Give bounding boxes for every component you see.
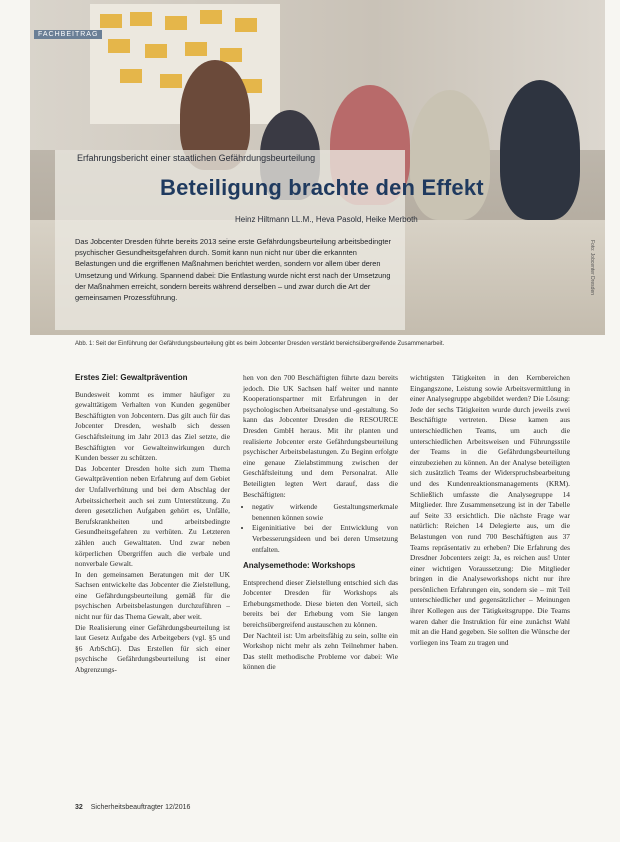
publication-name: Sicherheitsbeauftragter 12/2016 bbox=[90, 804, 191, 811]
paragraph: Die Realisierung einer Gefährdungsbeurteilung ist laut Gesetz Aufgabe des Arbeitgebers (vgl. §5 und §6 ArbSchG). Das Erstellen für sich einer psychische Gefährdungsbeurteilung ist einer Abgrenzungs- bbox=[75, 622, 230, 675]
paragraph: Entsprechend dieser Zielstellung entschied sich das Jobcenter Dresden für Workshops als Erhebungsmethode. Diese bieten den Vorteil, sich bereits bei der Erhebung vom Sie langen bereichsübergreifend austauschen zu können. bbox=[243, 577, 398, 630]
section-heading: Analysemethode: Workshops bbox=[243, 561, 356, 571]
section-heading: Erstes Ziel: Gewaltprävention bbox=[75, 373, 188, 382]
photo-credit: Foto: Jobcenter Dresden bbox=[589, 240, 595, 296]
paragraph: hen von den 700 Beschäftigten führte dazu bereits jedoch. Die UK Sachsen half weiter und nannte Kooperationspartner mit Erfahrungen in der psychologischen Arbeitsanalyse und -gestaltung. So kann das Jobcenter Dresden die RESOURCE Dresden GmbH heraus. Mit ihr planten und realisierte Jobcenter erste Gefährdungsbeurteilung psychischer Arbeitsbelastungen. Zu Beginn erfolgte eine genaue Zielabstimmung zwischen der Geschäftsleitung und dem Personalrat. Alle Beteiligten legten Wert darauf, dass die Beschäftigten: bbox=[243, 373, 398, 499]
paragraph: Bundesweit kommt es immer häufiger zu gewalttätigem Verhalten von Kunden gegenüber Beschäftigten von Jobcentern. Das gilt auch für das Jobcenter Dresden, weshalb sich dessen Geschäftsleitung im Jahr 2013 das Ziel setzte, die Beschäftigten vor Gewalteinwirkungen durch Kunden besser zu schützen. bbox=[75, 389, 230, 463]
column-1 bbox=[75, 373, 230, 676]
bullet-list bbox=[243, 502, 398, 555]
page-footer bbox=[75, 804, 190, 811]
article-lead: Das Jobcenter Dresden führte bereits 2013 seine erste Gefährdungsbeurteilung arbeitsbedingter psychischer Gesundheitsgefahren durch. Somit kann nun nicht nur über die erkannten Belastungen und die ergriffenen Maßnahmen berichtet werden, sondern vor allem über deren Umsetzung und Wirkung. Spannend dabei: Die Entlastung wurde nicht erst nach der Umsetzung der Maßnahmen erreicht, sondern bereits während derselben – und zwar durch die Art der gemeinsamen Prozessführung. bbox=[75, 237, 391, 303]
paragraph: In den gemeinsamen Beratungen mit der UK Sachsen entwickelte das Jobcenter die Zielstellung, eine Gefährdungsbeurteilung gemäß für die psychischen Arbeitsbelastungen durchzuführen – nicht nur für das Thema Gewalt, aber weit. bbox=[75, 569, 230, 622]
article-authors: Heinz Hiltmann LL.M., Heva Pasold, Heike Merboth bbox=[235, 215, 418, 224]
paragraph: Das Jobcenter Dresden holte sich zum Thema Gewaltprävention neben Erfahrung auf dem Gebiet der Unfallverhütung und bei dem Abschlag der Arbeitssicherheit auch sei zum Unterstützung. Zu deren gesetzlichen Aufgaben gehört es, Unfälle, Berufskrankheiten und arbeitsbedingte Gesundheitsgefahren zu verhüten. Zu Letzteren zählen auch Gewalttaten. Und zwar neben körperlichen Übergriffen auch die verbale und nonverbale Gewalt. bbox=[75, 463, 230, 569]
list-item: • negativ wirkende Gestaltungsmerkmale benennen können sowie bbox=[252, 502, 398, 523]
list-item: • Eigeninitiative bei der Entwicklung von Verbesserungsideen und bei deren Umsetzung entfalten. bbox=[252, 523, 398, 555]
paragraph: wichtigsten Tätigkeiten in den Kernbereichen Eingangszone, Leistung sowie Arbeitsvermittlung in einer Analysegruppe abgebildet werden? Die Lösung: Jede der sechs Tätigkeiten wurde durch jeweils zwei Beschäftigte vertreten. Diese kamen aus unterschiedlichen Teams, um auch die unterschiedlichen Arbeitsweisen und Führungsstile der Teams in die Gefährdungsbeurteilung einzubeziehen zu können. An der Analyse beteiligten sich zusätzlich Teams der Widerspruchsbearbeitung und des Kundenreaktionsmanagements (KRM). Schließlich umfasste die Analysegruppe 14 Mitglieder. Ihre Zusammensetzung ist in der Tabelle auf Seite 33 ersichtlich. Die nächste Frage war natürlich: Reichen 14 Delegierte aus, um die Belastungen von rund 700 Beschäftigten aus 37 Teams repräsentativ zu erheben? Die Erfahrung des Dresdner Jobcenters zeigt: Ja, es reichen aus! Unter einer wichtigen Voraussetzung: Die Mitglieder bringen in die Analyseworkshops nicht nur ihre persönlichen Erfahrungen ein, sondern sie – mit Teil unterschiedlicher und gegensätzlicher – Meinungen ihrer Kollegen aus der Tätigkeitsgruppe. Die Teams waren daher die Instruktion für eine zunächst Wahl mit an die Hand gegeben. Sie sollten die Wünsche der vorliegen ins Team zu tragen und bbox=[410, 373, 570, 647]
column-2 bbox=[243, 373, 398, 673]
paragraph: Der Nachteil ist: Um arbeitsfähig zu sein, sollte ein Workshop nicht mehr als zehn Teilnehmer haben. Das stellt methodische Probleme vor dabei: Wie können die bbox=[243, 630, 398, 672]
article-kicker: Erfahrungsbericht einer staatlichen Gefährdungsbeurteilung bbox=[77, 153, 316, 163]
page-number: 32 bbox=[75, 804, 83, 811]
column-3 bbox=[410, 373, 570, 648]
article-title: Beteiligung brachte den Effekt bbox=[160, 175, 484, 200]
section-tag: FACHBEITRAG bbox=[34, 30, 102, 39]
figure-caption: Abb. 1: Seit der Einführung der Gefährdungsbeurteilung gibt es beim Jobcenter Dresden verstärkt bereichsübergreifende Zusammenarbeit. bbox=[75, 341, 445, 347]
